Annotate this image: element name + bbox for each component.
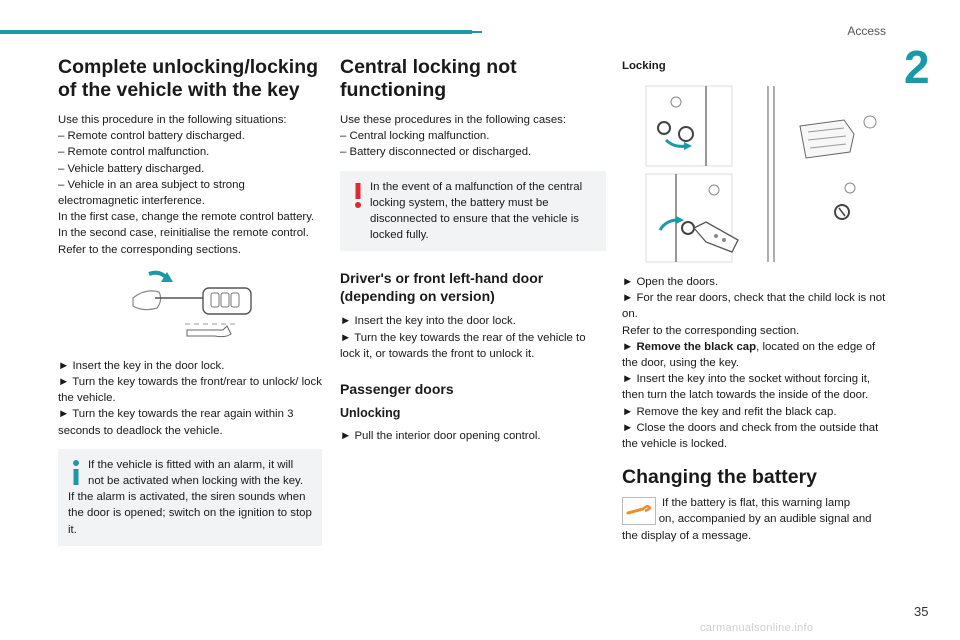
case-text: In the first case, change the remote control battery. <box>58 211 315 224</box>
heading-unlocking: Unlocking <box>340 406 401 421</box>
info-icon <box>69 459 83 487</box>
key-in-lock-illustration <box>115 268 265 348</box>
battery-text: If the battery is flat, this warning lamp comes on, accompanied by an audible signal and the display of a message. <box>622 497 872 542</box>
heading-passenger-doors: Passenger doors <box>340 381 454 398</box>
heading-locking: Locking <box>622 60 666 72</box>
note-text: If the vehicle is fitted with an alarm, it will not be activated when locking with the key. <box>88 458 304 488</box>
step-item: ► Insert the key in the door lock. <box>58 359 225 372</box>
step-item: ► Insert the key into the door lock. <box>340 315 516 328</box>
case-text: In the second case, reinitialise the remote control. <box>58 227 309 240</box>
door-lock-illustration <box>622 82 886 266</box>
step-item: ► Turn the key towards the rear of the vehicle to lock it, or towards the front to unlock it. <box>340 331 586 360</box>
remove-cap-rest: , located on the edge of the door, using the key. <box>622 340 876 370</box>
refer-text: Refer to the corresponding section. <box>622 324 800 337</box>
heading-complete-unlocking: Complete unlocking/locking of the vehicle with the key <box>58 56 319 101</box>
page-number: 35 <box>914 604 929 619</box>
header-accent-tip <box>472 31 482 33</box>
warning-icon <box>351 181 365 209</box>
step-item: ► Pull the interior door opening control. <box>340 430 541 443</box>
column-key-locking <box>58 56 322 546</box>
situation-item: – Remote control battery discharged. <box>58 130 245 143</box>
step-item: ► Open the doors. <box>622 276 719 288</box>
watermark: carmanualsonline.info <box>700 622 814 634</box>
remove-cap-bold: Remove the black cap <box>636 340 757 353</box>
heading-central-locking: Central locking not functioning <box>340 56 517 101</box>
refer-text: Refer to the corresponding sections. <box>58 243 241 256</box>
header-accent-bar <box>0 30 472 34</box>
warning-lamp-icon <box>622 497 656 525</box>
column-locking <box>622 56 886 544</box>
chapter-number: 2 <box>904 41 930 93</box>
situation-item: – Vehicle in an area subject to strong electromagnetic interference. <box>58 178 245 208</box>
step-item: ► Close the doors and check from the outside that the vehicle is locked. <box>622 421 879 451</box>
battery-section <box>622 495 886 544</box>
situation-item: – Remote control malfunction. <box>58 146 210 159</box>
step-item: ► Remove the key and refit the black cap. <box>622 405 837 418</box>
step-item: ► For the rear doors, check that the child lock is not on. <box>622 292 886 321</box>
step-item-remove-cap <box>622 339 886 371</box>
case-item: – Battery disconnected or discharged. <box>340 146 532 159</box>
step-item: ► Insert the key into the socket without forcing it, then turn the latch towards the inside of the door. <box>622 373 871 402</box>
step-prefix: ► <box>622 340 637 353</box>
step-item: ► Turn the key towards the rear again within 3 seconds to deadlock the vehicle. <box>58 408 294 437</box>
info-note <box>58 449 322 546</box>
heading-changing-battery: Changing the battery <box>622 466 818 489</box>
note-text: If the alarm is activated, the siren sounds when the door is opened; switch on the ignition to stop it. <box>68 491 312 536</box>
column-central-locking <box>340 56 606 444</box>
intro-text: Use these procedures in the following cases: <box>340 114 567 126</box>
section-title: Access <box>847 24 886 38</box>
warning-text: In the event of a malfunction of the central locking system, the battery must be disconnected to ensure that the vehicle is locked fully. <box>370 180 583 242</box>
heading-drivers-door: Driver's or front left-hand door (depending on version) <box>340 270 544 305</box>
case-item: – Central locking malfunction. <box>340 130 490 143</box>
step-item: ► Turn the key towards the front/rear to unlock/ lock the vehicle. <box>58 376 322 405</box>
warning-note <box>340 171 606 252</box>
intro-text: Use this procedure in the following situations: <box>58 114 287 126</box>
situation-item: – Vehicle battery discharged. <box>58 162 205 175</box>
